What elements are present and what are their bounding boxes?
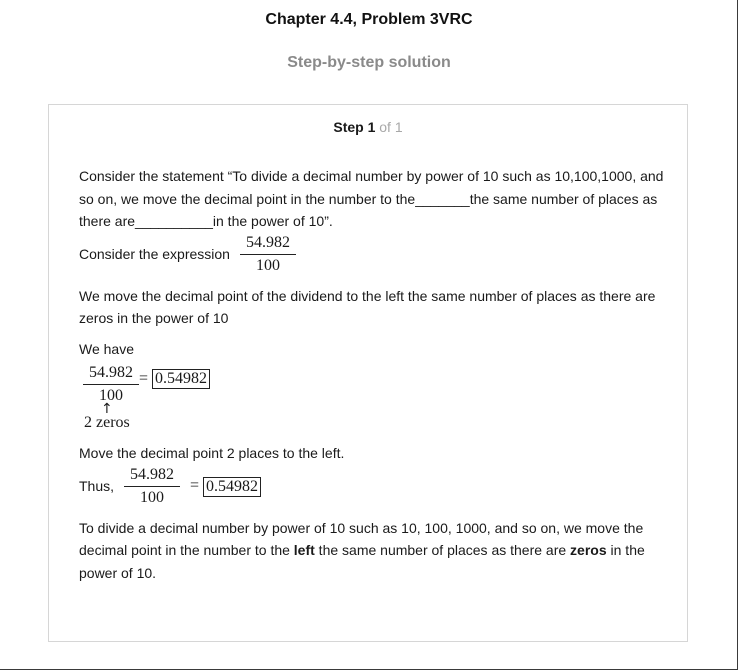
explanation-paragraph: We move the decimal point of the dividend to the left the same number of places as there are zeros in the power of 10 bbox=[79, 287, 656, 326]
conclusion-zeros: zeros bbox=[570, 542, 607, 558]
conclusion-paragraph bbox=[79, 517, 669, 585]
work-denominator: 100 bbox=[99, 387, 123, 404]
conclusion-part-c: in the power of 10. bbox=[79, 542, 645, 581]
conclusion-part-a: To divide a decimal number by power of 10 such as 10, 100, 1000, and so on, we move the decimal point in the number to the bbox=[79, 519, 644, 558]
statement-paragraph: Consider the statement “To divide a decimal number by power of 10 such as 10,100,1000, and so on, we move the decimal point in the number to the_______the same number of places as there are__________in the power of 10”. bbox=[79, 168, 664, 229]
expression-row bbox=[79, 233, 669, 277]
worked-calculation bbox=[79, 364, 669, 434]
expression-fraction bbox=[240, 234, 296, 275]
thus-fraction bbox=[124, 466, 180, 507]
step-header bbox=[49, 119, 687, 135]
chapter-title: Chapter 4.4, Problem 3VRC bbox=[265, 11, 473, 28]
thus-numerator: 54.982 bbox=[130, 466, 175, 483]
conclusion-part-b: the same number of places as there are bbox=[314, 542, 571, 558]
up-arrow-icon: ↑ bbox=[101, 401, 113, 417]
thus-equals-sign: = bbox=[190, 477, 200, 495]
we-have-text: We have bbox=[79, 340, 134, 357]
move-decimal-text: Move the decimal point 2 places to the left. bbox=[79, 445, 345, 461]
work-numerator: 54.982 bbox=[89, 364, 133, 381]
boxed-result: 0.54982 bbox=[152, 369, 210, 389]
thus-denominator: 100 bbox=[140, 489, 165, 506]
solution-card bbox=[48, 104, 688, 642]
work-result bbox=[135, 368, 210, 391]
conclusion-left: left bbox=[293, 542, 315, 558]
thus-label: Thus, bbox=[79, 478, 115, 495]
thus-row bbox=[79, 465, 669, 509]
step-count: of 1 bbox=[379, 119, 403, 135]
fraction-denominator: 100 bbox=[255, 257, 280, 274]
thus-boxed-result: 0.54982 bbox=[203, 477, 261, 497]
expression-label: Consider the expression bbox=[79, 246, 230, 263]
zeros-annotation: 2 zeros bbox=[84, 414, 130, 431]
solution-content bbox=[79, 165, 669, 584]
equals-sign: = bbox=[139, 370, 149, 387]
fraction-numerator: 54.982 bbox=[245, 234, 290, 251]
solution-subtitle: Step-by-step solution bbox=[287, 54, 451, 71]
work-fraction bbox=[83, 364, 139, 405]
step-label: Step 1 bbox=[333, 119, 376, 135]
